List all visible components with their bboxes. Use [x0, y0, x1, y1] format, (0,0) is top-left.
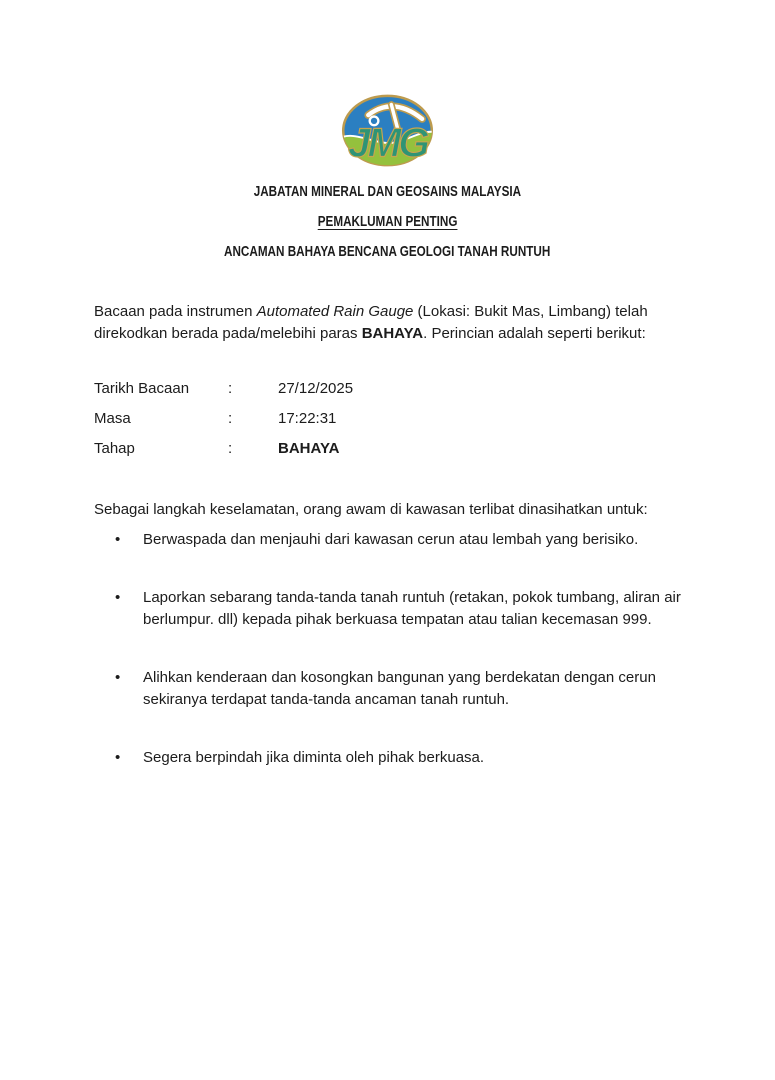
intro-paragraph [94, 301, 681, 345]
detail-separator: : [228, 440, 233, 457]
intro-prefix: Bacaan pada instrumen [94, 303, 257, 320]
advisory-list [94, 529, 681, 769]
notice-title-text: PEMAKLUMAN PENTING [317, 213, 458, 230]
advisory-intro: Sebagai langkah keselamatan, orang awam di kawasan terlibat dinasihatkan untuk: [94, 501, 648, 518]
hazard-title-text: ANCAMAN BAHAYA BENCANA GEOLOGI TANAH RUNTUH [224, 243, 551, 260]
alert-level-inline: BAHAYA [361, 325, 424, 342]
reading-details [94, 381, 681, 456]
detail-label-tarikh: Tarikh Bacaan [94, 380, 190, 397]
jmg-logo-icon [339, 92, 436, 169]
agency-title [94, 184, 681, 199]
logo-jmg-text: JMG [348, 119, 427, 166]
logo-container [94, 0, 681, 169]
intro-suffix: . Perincian adalah seperti berikut: [423, 325, 646, 342]
notice-title [94, 214, 681, 229]
intro-middle: (Lokasi: Bukit Mas, Limbang) telah direkodkan berada pada/melebihi paras [94, 303, 648, 342]
detail-separator: : [228, 410, 233, 427]
advisory-item: • Segera berpindah jika diminta oleh pihak berkuasa. [94, 747, 681, 769]
detail-value-tarikh: 27/12/2025 [278, 380, 354, 397]
detail-value-tahap: BAHAYA [278, 440, 340, 457]
detail-label-tahap: Tahap [94, 440, 135, 457]
detail-label-masa: Masa [94, 410, 131, 427]
detail-value-masa: 17:22:31 [278, 410, 337, 427]
advisory-item: • Berwaspada dan menjauhi dari kawasan cerun atau lembah yang berisiko. [94, 529, 681, 551]
advisory-item: • Alihkan kenderaan dan kosongkan bangunan yang berdekatan dengan cerun sekiranya terdapat tanda-tanda ancaman tanah runtuh. [94, 667, 681, 711]
agency-title-text: JABATAN MINERAL DAN GEOSAINS MALAYSIA [253, 183, 522, 200]
instrument-name: Automated Rain Gauge [256, 303, 414, 320]
advisory-item: • Laporkan sebarang tanda-tanda tanah runtuh (retakan, pokok tumbang, aliran air berlumpur. dll) kepada pihak berkuasa tempatan atau talian kecemasan 999. [94, 587, 681, 631]
detail-separator: : [228, 380, 233, 397]
hazard-title [94, 244, 681, 259]
